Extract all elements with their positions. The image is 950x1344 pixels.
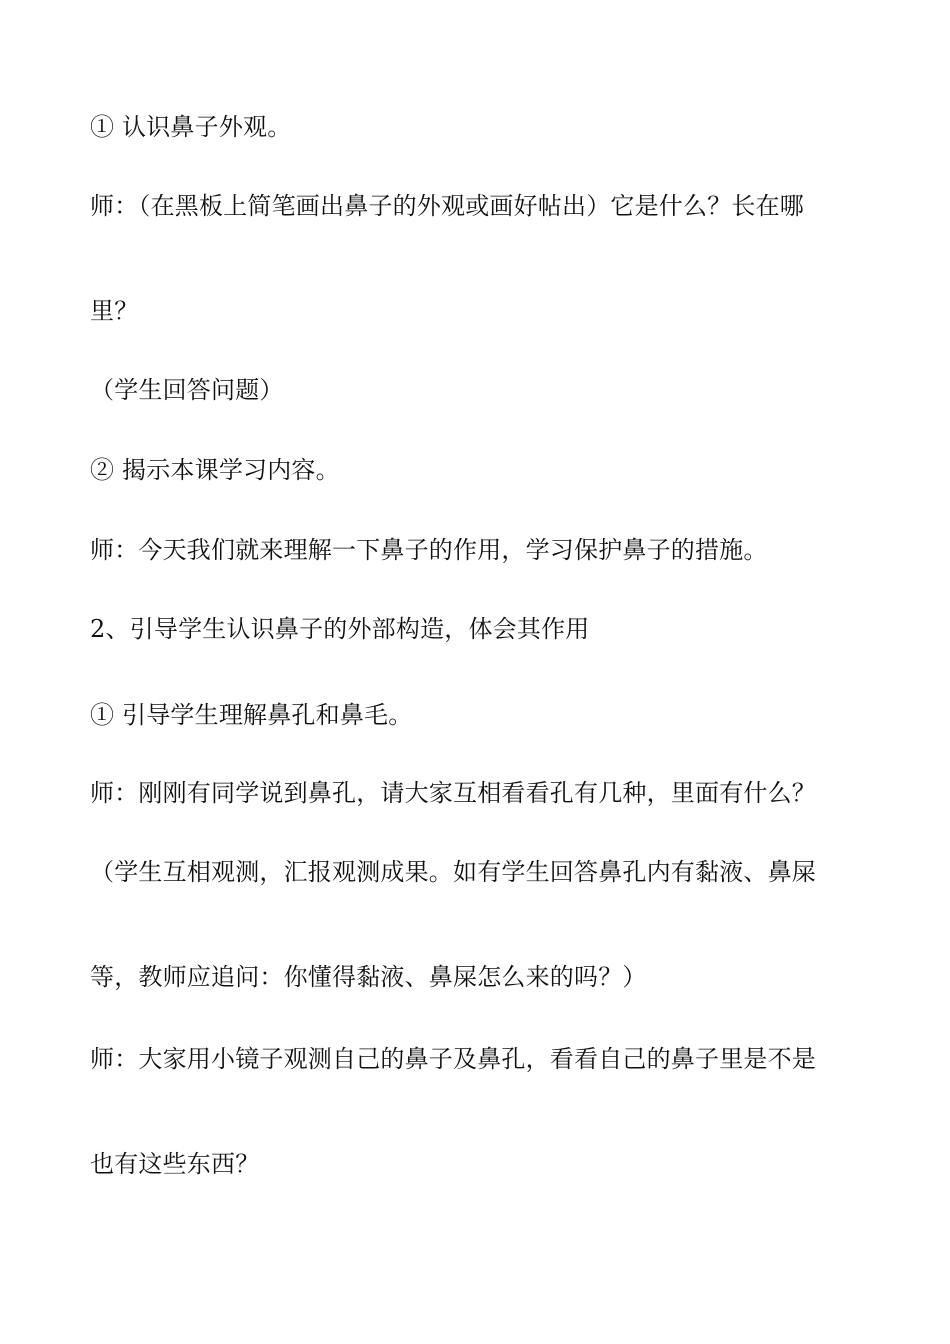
text-line: 里？ [90, 297, 139, 325]
text-line: （学生回答问题） [90, 376, 284, 404]
text-line: 师：（在黑板上简笔画出鼻子的外观或画好帖出）它是什么？长在哪 [90, 192, 804, 220]
text-line: （学生互相观测，汇报观测成果。如有学生回答鼻孔内有黏液、鼻屎 [90, 858, 816, 886]
text-line: ① 引导学生理解鼻孔和鼻毛。 [90, 701, 413, 729]
text-line: ② 揭示本课学习内容。 [90, 456, 340, 484]
text-line: 师：大家用小镜子观测自己的鼻子及鼻孔，看看自己的鼻子里是不是 [90, 1045, 816, 1073]
text-line: ① 认识鼻子外观。 [90, 113, 292, 141]
text-line: 师：今天我们就来理解一下鼻子的作用，学习保护鼻子的措施。 [90, 536, 768, 564]
section-heading: 2、引导学生认识鼻子的外部构造，体会其作用 [90, 615, 590, 643]
text-line: 等，教师应追问：你懂得黏液、鼻屎怎么来的吗？） [90, 963, 647, 991]
text-line: 师：刚刚有同学说到鼻孔，请大家互相看看孔有几种，里面有什么？ [90, 779, 816, 807]
text-line: 也有这些东西？ [90, 1150, 260, 1178]
